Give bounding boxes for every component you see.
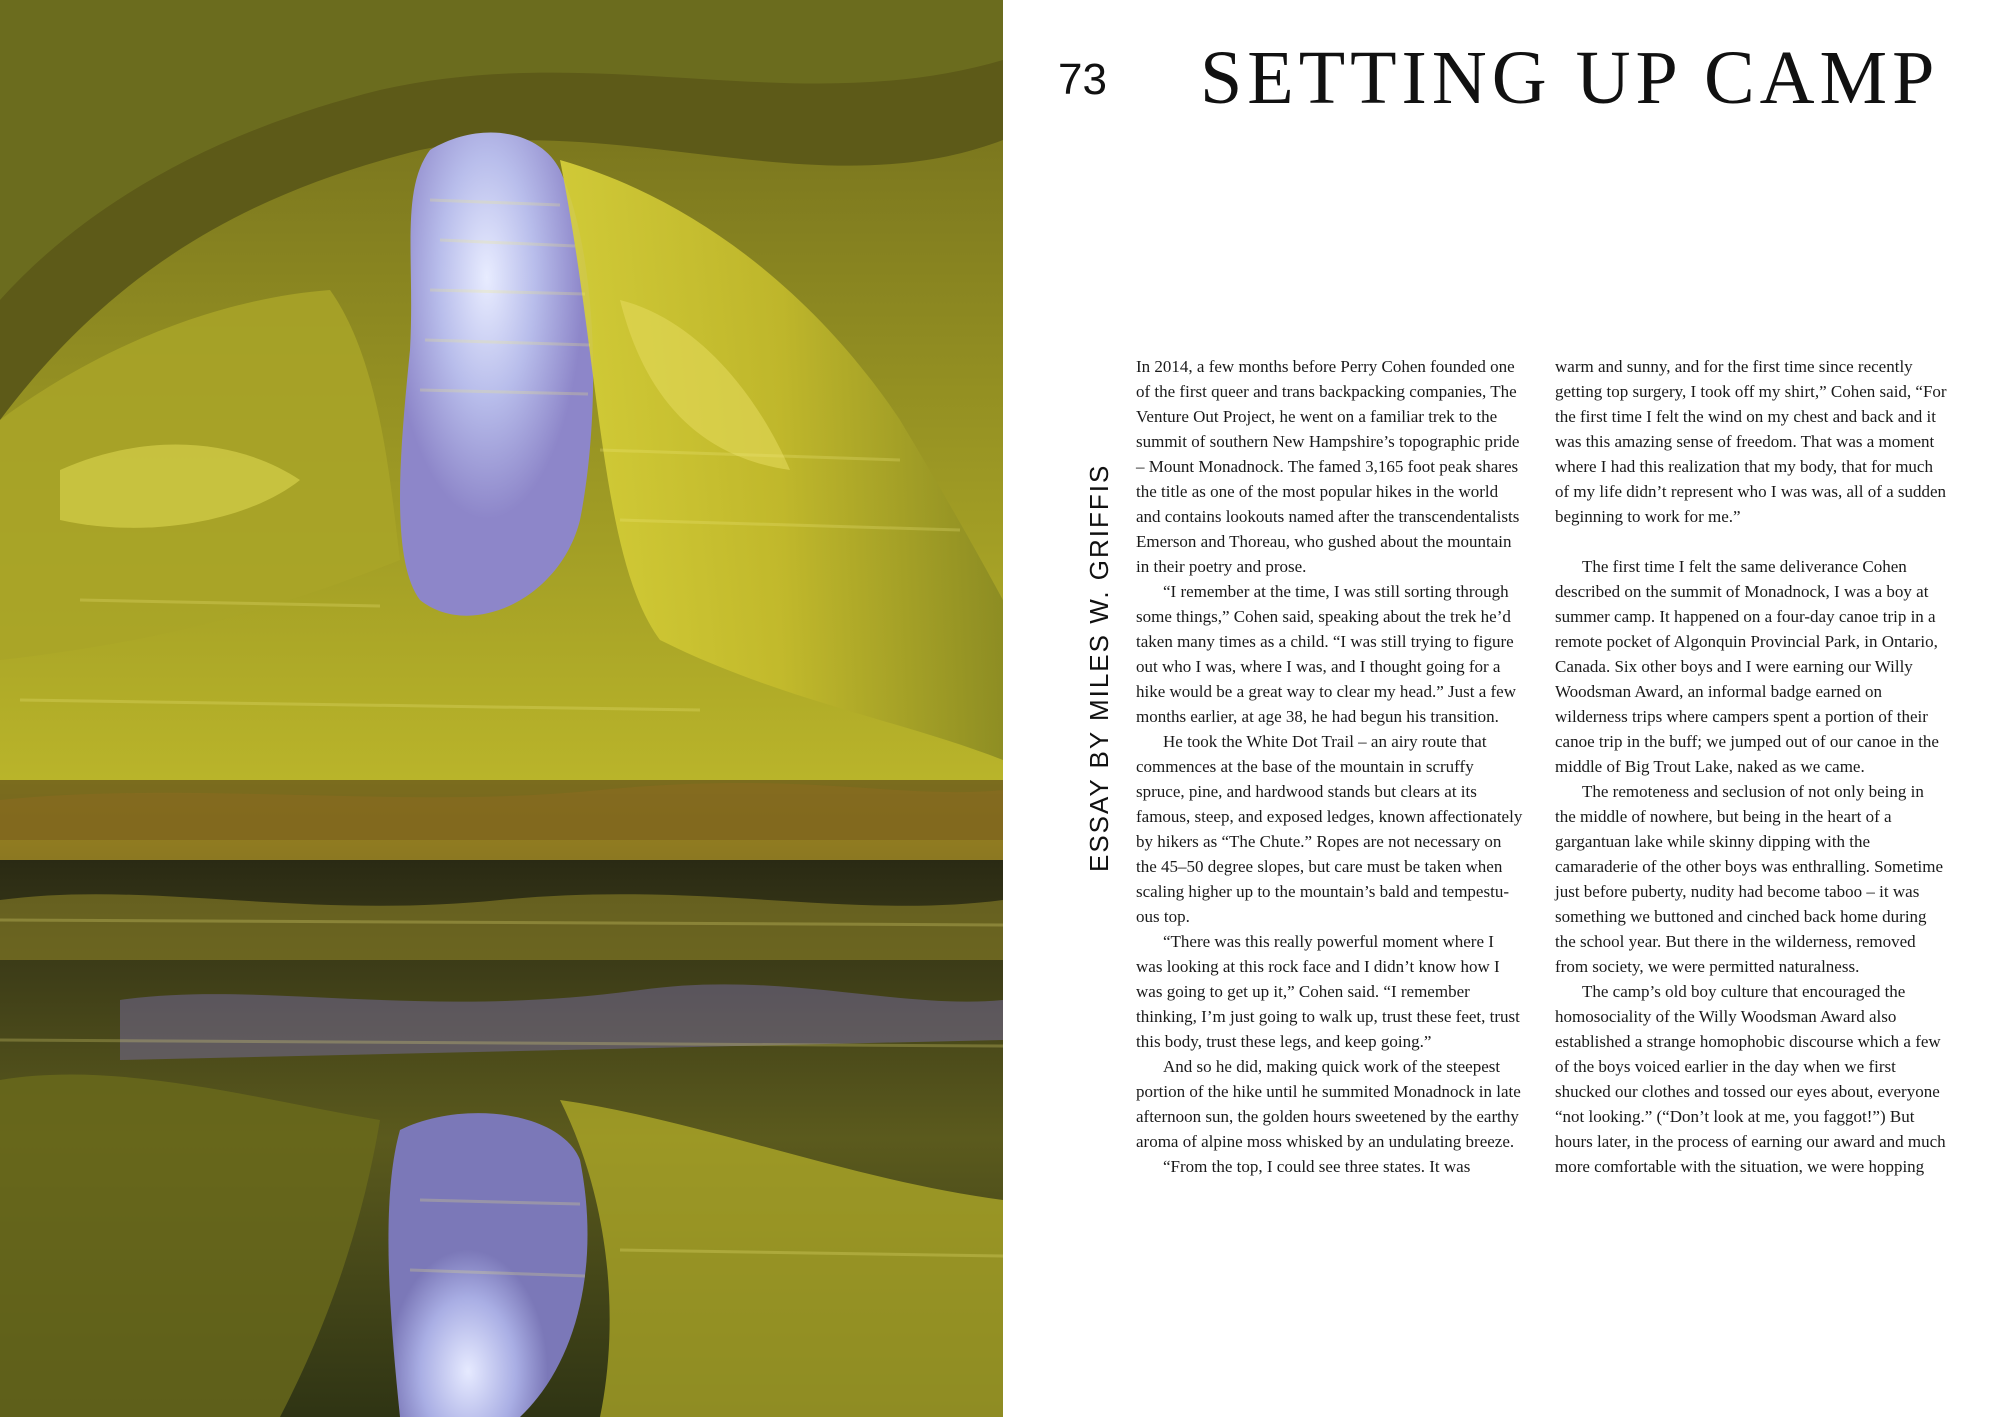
paragraph: “There was this really powerful moment where I was looking at this rock face and I didn’t know how I was going to get up it,” Cohen said. “I remember thinking, I’m just going to walk up, trust these feet, trust this body, trust these legs, and keep going.”: [1136, 932, 1520, 1051]
paragraph: warm and sunny, and for the first time since recently getting top surgery, I took off my shirt,” Cohen said, “For the first time I felt the wind on my chest and back and it was this amazing sense of freedom. That was a moment where I had this realization that my body, that for much of my life didn’t represent who I was was, all of a sudden beginning to work for me.”: [1555, 357, 1947, 526]
paragraph: In 2014, a few months before Perry Cohen founded one of the first queer and trans backpacking companies, The Venture Out Project, he went on a familiar trek to the summit of southern New Hampshire’s topographic pride – Mount Monadnock. The famed 3,165 foot peak shares the title as one of the most popular hikes in the world and contains lookouts named after the transcendentalists Emerson and Thoreau, who gushed about the mountain in their poetry and prose.: [1136, 357, 1520, 576]
paragraph: “I remember at the time, I was still sorting through some things,” Cohen said, speaking about the trek he’d taken many times as a child. “I was still trying to figure out who I was, where I was, and I thought going for a hike would be a great way to clear my head.” Just a few months earlier, at age 38, he had begun his transition.: [1136, 582, 1516, 726]
paragraph: “From the top, I could see three states. It was: [1163, 1157, 1471, 1176]
text-column-2: [1555, 354, 1947, 1179]
paragraph: And so he did, making quick work of the steepest portion of the hike until he summited Monadnock in late afternoon sun, the golden hours sweetened by the earthy aroma of alpine moss whisked by an undulating breeze.: [1136, 1057, 1521, 1151]
paragraph: The camp’s old boy culture that encouraged the homosociality of the Willy Woodsman Award also established a strange homophobic discourse which a few of the boys voiced earlier in the day when we first shucked our clothes and tossed our eyes about, everyone “not looking.” (“Don’t look at me, you faggot!”) But hours later, in the process of earning our award and much more comfortable with the situation, we were hopping: [1555, 982, 1946, 1176]
paragraph: The first time I felt the same deliverance Cohen described on the summit of Monadnock, I was a boy at summer camp. It happened on a four-day canoe trip in a remote pocket of Algonquin Provincial Park, in Ontario, Canada. Six other boys and I were earning our Willy Woodsman Award, an informal badge earned on wilderness trips where campers spent a portion of their canoe trip in the buff; we jumped out of our canoe in the middle of Big Trout Lake, naked as we came.: [1555, 557, 1939, 776]
byline: ESSAY BY MILES W. GRIFFIS: [1084, 463, 1114, 872]
abstract-cave-lake-image: [0, 0, 1003, 1417]
text-column-1: [1136, 354, 1524, 1179]
paragraph: He took the White Dot Trail – an airy route that commences at the base of the mountain in scruffy spruce, pine, and hardwood stands but clears at its famous, steep, and exposed ledges, known affectionately by hikers as “The Chute.” Ropes are not necessary on the 45–50 degree slopes, but care must be taken when scaling higher up to the mountain’s bald and tempestuous top.: [1136, 732, 1523, 926]
paragraph: The remoteness and seclusion of not only being in the middle of nowhere, but being in the heart of a gargantuan lake while skinny dipping with the camaraderie of the other boys was enthralling. Sometime just before puberty, nudity had become taboo – it was something we buttoned and cinched back home during the school year. But there in the wilderness, removed from society, we were permitted naturalness.: [1555, 782, 1944, 976]
page-number: 73: [1058, 55, 1107, 104]
article-title: SETTING UP CAMP: [1200, 36, 1940, 120]
cave-lake-photo: [0, 0, 1003, 1417]
